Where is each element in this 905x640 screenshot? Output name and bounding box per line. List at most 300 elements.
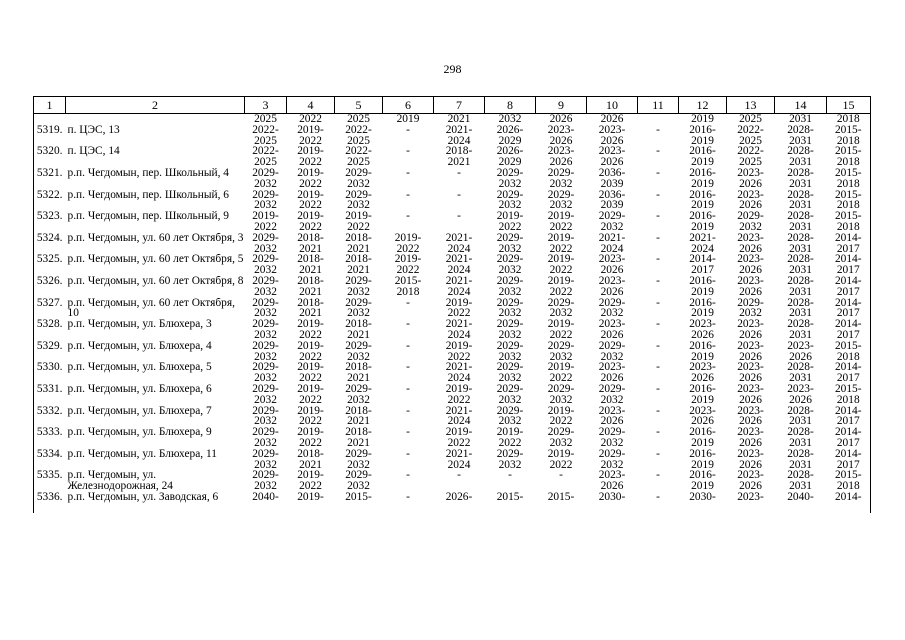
table-cell: 2019- 2022 — [547, 448, 575, 471]
table-cell: 2040- — [252, 491, 279, 503]
table-cell: - — [656, 405, 660, 417]
table-cell: 2023- 2026 — [598, 362, 626, 384]
table-cell: - — [656, 297, 660, 309]
table-cell: - — [406, 405, 410, 417]
table-cell: 2023- 2026 — [547, 124, 575, 147]
table-cell: 2023- 2026 — [737, 405, 764, 428]
table-cell: 2036- 2039 — [598, 167, 626, 190]
table-cell: р.п. Чегдомын, ул. Заводская, 6 — [67, 491, 219, 503]
table-cell: 2016- 2019 — [689, 427, 716, 449]
table-cell: 2029- 2032 — [345, 297, 372, 320]
table-cell: 2023- 2026 — [737, 340, 764, 363]
table-row — [34, 362, 871, 384]
table-cell: - — [406, 340, 410, 352]
table-cell: 2026 — [600, 113, 624, 125]
table-cell: 2029- 2032 — [737, 297, 764, 320]
table-cell: 2021- 2024 — [445, 362, 473, 384]
table-cell: - — [656, 362, 660, 374]
table-cell: - — [406, 362, 410, 374]
table-cell: 2028- 2031 — [787, 297, 814, 320]
table-cell: - — [656, 319, 660, 331]
table-cell: 2019- 2022 — [445, 340, 473, 363]
table-cell: 2014- 2017 — [827, 406, 871, 428]
table-cell: - — [656, 124, 660, 136]
table-cell: 2016- 2019 — [689, 340, 716, 363]
table-cell: - — [656, 189, 660, 201]
table-cell: 2014- 2017 — [827, 276, 871, 298]
column-header: 8 — [485, 97, 536, 114]
table-cell: р.п. Чегдомын, ул. Блюхера, 11 — [67, 448, 217, 460]
table-cell: 5325. — [34, 254, 66, 276]
table-cell: 2019- 2022 — [297, 167, 324, 190]
table-cell: р.п. Чегдомын, пер. Школьный, 6 — [67, 189, 229, 201]
table-cell: 2025 — [254, 113, 277, 125]
table-cell: 2019- 2022 — [394, 232, 422, 255]
table-cell: 5330. — [34, 362, 66, 384]
table-cell: 2015- 2018 — [827, 384, 871, 406]
table-cell: 2029- 2032 — [252, 297, 279, 320]
table-cell: 5322. — [34, 190, 66, 212]
table-cell: 2019- 2022 — [547, 211, 575, 233]
table-cell: 2029- 2032 — [496, 405, 524, 428]
table-row — [34, 276, 871, 298]
table-cell: 2029- 2032 — [598, 297, 626, 320]
table-cell: 2023- 2026 — [598, 319, 626, 341]
table-cell: 2021- 2024 — [445, 254, 473, 276]
table-cell: - — [508, 470, 512, 482]
table-cell: 2018- 2021 — [345, 427, 372, 449]
table-cell: 2019- 2022 — [297, 211, 324, 233]
table-row — [34, 319, 871, 341]
table-cell: - — [406, 297, 410, 309]
table-cell: 2023- 2026 — [787, 340, 814, 363]
table-cell: - — [457, 189, 461, 201]
table-cell: 2023- 2026 — [598, 254, 626, 276]
table-cell: 2029- 2032 — [496, 232, 524, 255]
table-cell: 5327. — [34, 298, 66, 320]
table-cell: 2029- 2032 — [345, 383, 372, 406]
table-cell: 2021 — [447, 113, 471, 125]
table-cell: 2014- 2017 — [827, 362, 871, 384]
table-cell: - — [406, 383, 410, 395]
table-cell: 2015- 2018 — [827, 125, 871, 147]
table-cell: 2019- 2022 — [547, 275, 575, 298]
table-row — [34, 427, 871, 449]
table-cell: 2015- — [345, 491, 372, 503]
table-cell: 2028- 2031 — [787, 167, 814, 190]
table-cell: 2019- 2022 — [547, 362, 575, 384]
table-row — [34, 449, 871, 471]
table-cell — [34, 114, 66, 125]
table-cell: 2019- 2022 — [297, 405, 324, 428]
table-cell: 2029- 2032 — [496, 340, 524, 363]
column-header: 10 — [587, 97, 638, 114]
table-cell: 2019- 2022 — [297, 470, 324, 492]
table-cell: 2022- 2025 — [737, 146, 764, 168]
table-cell: 2023- 2026 — [737, 427, 764, 449]
table-cell: п. ЦЭС, 14 — [67, 146, 120, 158]
table-cell: 5332. — [34, 406, 66, 428]
table-cell: 5321. — [34, 168, 66, 190]
table-cell: 2019- 2022 — [297, 362, 324, 384]
table-cell: 2019- 2022 — [496, 211, 524, 233]
table-cell: 2018- 2021 — [297, 275, 324, 298]
table-cell: 2019- 2022 — [297, 124, 324, 147]
column-header: 4 — [287, 97, 335, 114]
table-cell: 2016- 2019 — [689, 146, 716, 168]
table-cell: 2023- 2026 — [737, 254, 764, 276]
table-row — [34, 470, 871, 492]
table-cell: 2031 — [789, 113, 812, 125]
table-cell: 2016- 2019 — [689, 189, 716, 212]
table-cell: 5323. — [34, 211, 66, 233]
column-header: 1 — [34, 97, 66, 114]
table-cell: 2019- 2022 — [297, 146, 324, 168]
table-cell: р.п. Чегдомын, ул. Блюхера, 7 — [67, 405, 212, 417]
table-cell: 2029- 2032 — [252, 254, 279, 276]
table-cell: 2029- 2032 — [598, 383, 626, 406]
table-cell: 2028- 2031 — [787, 427, 814, 449]
table-cell: 2029- 2032 — [252, 275, 279, 298]
table-cell: 2019- 2022 — [345, 211, 372, 233]
table-cell: 2019- 2022 — [297, 189, 324, 212]
table-cell: 5333. — [34, 427, 66, 449]
page-number: 298 — [443, 62, 462, 76]
table-cell: 2014- 2017 — [827, 319, 871, 341]
table-cell: р.п. Чегдомын, ул. Блюхера, 6 — [67, 383, 212, 395]
table-cell: 2018- 2021 — [345, 405, 372, 428]
table-row — [34, 168, 871, 190]
column-header: 6 — [383, 97, 434, 114]
table-cell: - — [656, 167, 660, 179]
table-cell: 2023- 2026 — [737, 383, 764, 406]
table-cell: 2019- 2022 — [547, 405, 575, 428]
table-cell: 2023- 2026 — [737, 167, 764, 190]
table-row — [34, 190, 871, 212]
table-cell: - — [457, 211, 461, 223]
table-cell: - — [406, 319, 410, 331]
table-cell: 2016- 2019 — [689, 383, 716, 406]
table-row — [34, 492, 871, 514]
table-cell: 2029- 2032 — [345, 275, 372, 298]
table-cell: 2030- — [689, 491, 716, 503]
table-cell: 2015- 2018 — [827, 470, 871, 492]
table-cell: 2023- 2026 — [737, 232, 764, 255]
table-cell: р.п. Чегдомын, ул. Железнодорожная, 24 — [67, 470, 173, 492]
table-cell: 2016- 2019 — [689, 275, 716, 298]
table-cell: 2019 — [396, 113, 420, 125]
table-cell: 2018- 2021 — [297, 232, 324, 255]
table-cell: р.п. Чегдомын, пер. Школьный, 9 — [67, 211, 229, 223]
table-row — [34, 146, 871, 168]
table-cell: 2029- 2032 — [496, 362, 524, 384]
table-cell: 2021- 2024 — [445, 405, 473, 428]
table-cell: 2028- 2031 — [787, 146, 814, 168]
table-cell: 2025 — [739, 113, 762, 125]
table-cell: 2018- 2021 — [345, 254, 372, 276]
table-cell: 2019- — [297, 491, 324, 503]
table-cell: 2015- 2018 — [827, 211, 871, 233]
table-cell: - — [457, 470, 461, 482]
table-header-row — [34, 97, 871, 114]
table-cell: 2014- 2017 — [827, 298, 871, 320]
table-cell: 2028- 2031 — [787, 470, 814, 492]
table-cell: 2029- 2032 — [598, 340, 626, 363]
table-cell: 2021- 2024 — [445, 124, 473, 147]
table-cell: р.п. Чегдомын, пер. Школьный, 4 — [67, 167, 229, 179]
table-cell: 5328. — [34, 319, 66, 341]
table-cell: 2026- — [445, 491, 473, 503]
table-cell: 5326. — [34, 276, 66, 298]
table-cell: 2026- 2029 — [496, 146, 524, 168]
table-cell: 2029- 2032 — [252, 448, 279, 471]
table-cell: 2022- 2025 — [252, 124, 279, 147]
table-cell: 2036- 2039 — [598, 189, 626, 212]
table-cell: 2015- 2018 — [827, 146, 871, 168]
table-row — [34, 233, 871, 255]
table-cell: - — [406, 167, 410, 179]
table-cell: 2023- 2026 — [737, 319, 764, 341]
table-cell: 2029- 2032 — [252, 383, 279, 406]
table-cell: 2021- 2024 — [445, 275, 473, 298]
table-cell: 2029- 2032 — [496, 275, 524, 298]
table-cell: 2014- — [827, 492, 871, 514]
table-cell: 2018- 2021 — [445, 146, 473, 168]
table-cell: р.п. Чегдомын, ул. 60 лет Октября, 10 — [67, 297, 235, 320]
table-cell — [66, 114, 245, 125]
table-cell: 2022- 2025 — [252, 146, 279, 168]
table-cell: р.п. Чегдомын, ул. Блюхера, 3 — [67, 319, 212, 331]
table-cell: 5336. — [34, 492, 66, 514]
table-cell: 2029- 2032 — [252, 232, 279, 255]
table-cell: - — [406, 124, 410, 136]
table-cell: 2029- 2032 — [547, 427, 575, 449]
table-cell: 2022- 2025 — [345, 146, 372, 168]
table-cell: 2029- 2032 — [547, 340, 575, 363]
table-cell: 2015- 2018 — [827, 341, 871, 363]
table-cell: 2029- 2032 — [496, 254, 524, 276]
table-cell: 2023- 2026 — [737, 470, 764, 492]
table-cell: 2023- 2026 — [689, 319, 716, 341]
table-cell: - — [656, 232, 660, 244]
table-cell: р.п. Чегдомын, ул. 60 лет Октября, 5 — [67, 254, 244, 266]
table-cell: 2021- 2024 — [689, 232, 716, 255]
table-cell: р.п. Чегдомын, ул. Блюхера, 9 — [67, 427, 212, 439]
table-cell: 2023- 2026 — [598, 275, 626, 298]
table-cell: 2029- 2032 — [496, 297, 524, 320]
table-cell: 2023- 2026 — [787, 383, 814, 406]
table-cell: 2018- 2021 — [297, 448, 324, 471]
table-row — [34, 406, 871, 428]
table-cell: 2029- 2032 — [547, 189, 575, 212]
table-cell: 2028- 2031 — [787, 189, 814, 212]
table-cell: р.п. Чегдомын, ул. 60 лет Октября, 8 — [67, 275, 244, 287]
table-cell: 5320. — [34, 146, 66, 168]
table-cell: 2028- 2031 — [787, 124, 814, 147]
table-cell: 2029- 2032 — [345, 340, 372, 363]
table-cell: 2018- 2021 — [297, 297, 324, 320]
table-cell: 2022- 2025 — [345, 124, 372, 147]
column-header: 7 — [434, 97, 485, 114]
table-cell: 2016- 2019 — [689, 124, 716, 147]
table-cell: - — [656, 211, 660, 223]
table-cell: 2028- 2031 — [787, 319, 814, 341]
table-cell: 2029- 2032 — [547, 297, 575, 320]
table-cell: 2023- — [737, 491, 764, 503]
table-cell: - — [656, 491, 660, 503]
table-cell: 2029- 2032 — [598, 211, 626, 233]
table-cell: 2019- 2022 — [445, 297, 473, 320]
table-cell: р.п. Чегдомын, ул. Блюхера, 4 — [67, 340, 212, 352]
table-row — [34, 254, 871, 276]
table-cell: 2029- 2032 — [598, 448, 626, 471]
column-header: 3 — [245, 97, 287, 114]
table-cell: 2022- 2025 — [737, 124, 764, 147]
column-header: 5 — [335, 97, 383, 114]
table-cell: 5335. — [34, 470, 66, 492]
table-cell: 2014- 2017 — [689, 254, 716, 276]
table-cell: 5324. — [34, 233, 66, 255]
table-cell: 2022 — [299, 113, 322, 125]
table-cell: 2023- 2026 — [547, 146, 575, 168]
table-cell: - — [656, 383, 660, 395]
table-cell: 2019- 2022 — [252, 211, 279, 233]
table-cell: 2028- 2031 — [787, 275, 814, 298]
table-cell: 2029- 2032 — [345, 470, 372, 492]
table-cell: 2014- 2017 — [827, 449, 871, 471]
table-cell: 2015- — [496, 491, 524, 503]
table-cell: - — [406, 189, 410, 201]
table-cell: 2018- 2021 — [297, 254, 324, 276]
column-header: 11 — [638, 97, 679, 114]
table-cell: 2016- 2019 — [689, 470, 716, 492]
table-cell: 2016- 2019 — [689, 448, 716, 471]
table-cell: 2019- 2022 — [297, 340, 324, 363]
column-header: 13 — [727, 97, 775, 114]
table-cell: 2021- 2024 — [445, 232, 473, 255]
table-cell: 2023- 2026 — [737, 189, 764, 212]
table-cell: 2023- 2026 — [689, 362, 716, 384]
table-cell: - — [406, 146, 410, 158]
table-cell: 2029- 2032 — [496, 319, 524, 341]
schedule-table — [33, 96, 871, 513]
table-cell: 2023- 2026 — [598, 124, 626, 147]
table-row — [34, 384, 871, 406]
table-cell: 2021- 2024 — [598, 232, 626, 255]
table-cell: 2026- 2029 — [496, 124, 524, 147]
table-cell: 2028- 2031 — [787, 211, 814, 233]
table-cell: 2029- 2032 — [252, 319, 279, 341]
table-cell: - — [457, 167, 461, 179]
table-cell: 2014- 2017 — [827, 254, 871, 276]
table-cell: 2032 — [498, 113, 522, 125]
table-cell: 2029- 2032 — [547, 167, 575, 190]
table-cell: 2029- 2032 — [252, 427, 279, 449]
table-cell: п. ЦЭС, 13 — [67, 124, 120, 136]
table-cell: 2029- 2032 — [252, 340, 279, 363]
table-cell: - — [406, 491, 410, 503]
table-cell: 2018- 2021 — [345, 319, 372, 341]
table-cell: 2029- 2032 — [252, 470, 279, 492]
table-cell: 2015- 2018 — [827, 190, 871, 212]
table-cell: 5331. — [34, 384, 66, 406]
table-cell: 2016- 2019 — [689, 167, 716, 190]
table-cell: 2029- 2032 — [737, 211, 764, 233]
table-cell: 2028- 2031 — [787, 448, 814, 471]
table-cell: - — [406, 448, 410, 460]
table-cell: 2023- 2026 — [598, 146, 626, 168]
table-cell: 2019- 2022 — [297, 383, 324, 406]
table-cell: 2018- 2021 — [345, 362, 372, 384]
table-cell: 2029- 2032 — [252, 189, 279, 212]
table-cell: 2029- 2032 — [252, 167, 279, 190]
table-cell: - — [406, 427, 410, 439]
table-cell: 2028- 2031 — [787, 254, 814, 276]
table-cell: 2029- 2032 — [547, 383, 575, 406]
table-cell: - — [559, 470, 563, 482]
table-cell: 2014- 2017 — [827, 427, 871, 449]
table-cell: 2030- — [598, 491, 626, 503]
table-cell: 2015- 2018 — [394, 275, 422, 298]
column-header: 12 — [679, 97, 727, 114]
table-cell: 5334. — [34, 449, 66, 471]
table-cell: 2029- 2032 — [252, 405, 279, 428]
table-cell: - — [656, 448, 660, 460]
table-cell: 2029- 2032 — [252, 362, 279, 384]
table-cell: 2019- 2022 — [496, 427, 524, 449]
table-cell: 2019- 2022 — [297, 319, 324, 341]
table-cell: 2019- 2022 — [297, 427, 324, 449]
column-header: 14 — [775, 97, 827, 114]
column-header: 9 — [536, 97, 587, 114]
table-cell: 2029- 2032 — [345, 448, 372, 471]
table-cell: 2016- 2019 — [689, 297, 716, 320]
table-cell: 2021- 2024 — [445, 319, 473, 341]
table-cell: 2029- 2032 — [496, 189, 524, 212]
table-cell: 2019- 2022 — [547, 254, 575, 276]
table-cell: - — [656, 275, 660, 287]
table-cell: 2029- 2032 — [345, 167, 372, 190]
table-cell: 2028- 2031 — [787, 232, 814, 255]
table-cell: - — [656, 427, 660, 439]
table-cell: 2015- 2018 — [827, 168, 871, 190]
column-header: 2 — [66, 97, 245, 114]
table-cell: 2014- 2017 — [827, 233, 871, 255]
table-cell: 2023- 2026 — [689, 405, 716, 428]
table-cell: 2016- 2019 — [689, 211, 716, 233]
table-row — [34, 125, 871, 147]
table-cell: 2028- 2031 — [787, 362, 814, 384]
table-cell: 2023- 2026 — [598, 405, 626, 428]
table-cell: 2029- 2032 — [496, 383, 524, 406]
table-cell: - — [656, 254, 660, 266]
table-cell: - — [656, 146, 660, 158]
table-cell: - — [656, 470, 660, 482]
table-cell: 2026 — [549, 113, 573, 125]
table-row — [34, 211, 871, 233]
table-cell: 2021- 2024 — [445, 448, 473, 471]
table-cell: 2019- 2022 — [445, 427, 473, 449]
table-cell: 2023- 2026 — [737, 448, 764, 471]
table-cell: 2029- 2032 — [496, 167, 524, 190]
table-cell: 2019- 2022 — [547, 319, 575, 341]
table-cell: 2023- 2026 — [598, 470, 626, 492]
table-cell: 2029- 2032 — [598, 427, 626, 449]
table-cell: 2018- 2021 — [345, 232, 372, 255]
table-cell: - — [406, 211, 410, 223]
table-cell: 2019- 2022 — [445, 383, 473, 406]
table-row-continuation — [34, 114, 871, 125]
